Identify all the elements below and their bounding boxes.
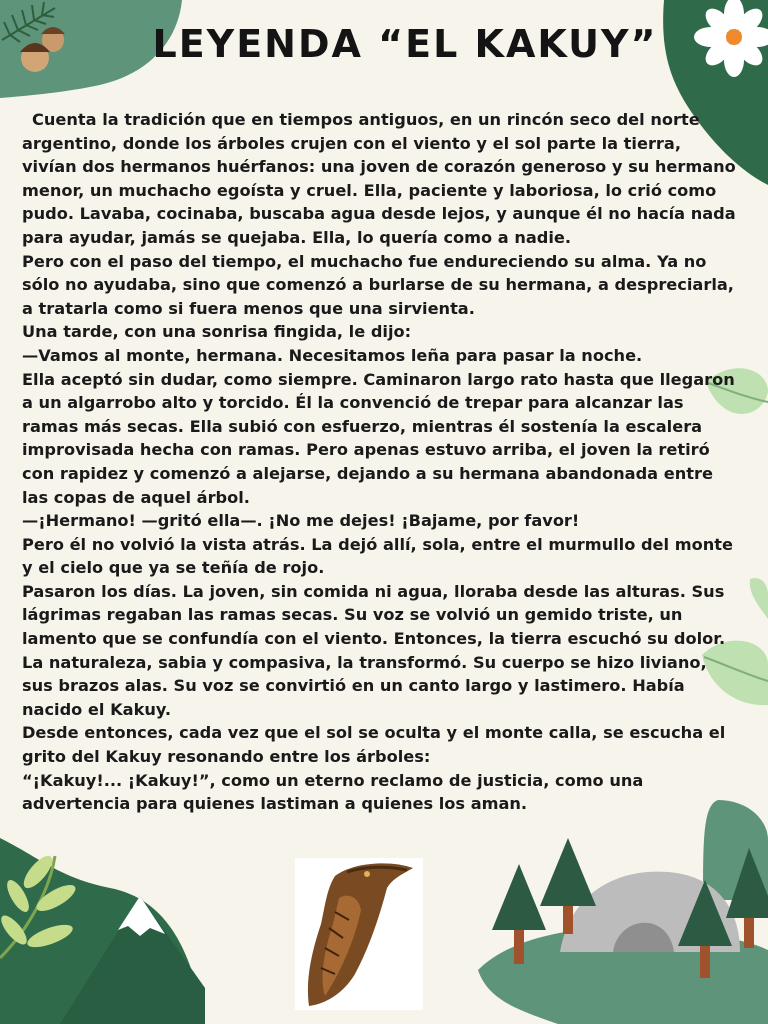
story-paragraph: Desde entonces, cada vez que el sol se oculta y el monte calla, se escucha el grito del Kakuy resonando entre los árboles: bbox=[22, 723, 726, 767]
mountain-scene-bottom-left bbox=[0, 838, 205, 1024]
story-paragraph: Pero él no volvió la vista atrás. La dejó allí, sola, entre el murmullo del monte y el cielo que ya se teñía de rojo. bbox=[22, 534, 733, 578]
story-paragraph: Ella aceptó sin dudar, como siempre. Caminaron largo rato hasta que llegaron a un algarrobo alto y torcido. Él la convenció de trepar para alcanzar las ramas más secas. Ella subió con esfuerzo, mientras él sostenía la escalera improvisada hecha con ramas. Pero apenas estuvo arriba, el joven la retiró con rapidez y comenzó a alejarse, dejando a su hermana abandonada entre las copas de aquel árbol. bbox=[22, 369, 735, 507]
story-paragraph: Pero con el paso del tiempo, el muchacho fue endureciendo su alma. Ya no sólo no ayudaba, sino que comenzó a burlarse de su hermana, a despreciarla, a tratarla como si fuera menos que una sirvienta. bbox=[22, 251, 734, 318]
bird-icon bbox=[295, 858, 423, 1010]
leaf-icon bbox=[748, 575, 768, 620]
story-paragraph: “¡Kakuy!... ¡Kakuy!”, como un eterno reclamo de justicia, como una advertencia para quienes lastiman a quienes los aman. bbox=[22, 770, 644, 814]
forest-cave-scene-bottom-right bbox=[478, 800, 768, 1024]
story-paragraph: Una tarde, con una sonrisa fingida, le dijo: bbox=[22, 322, 412, 342]
story-paragraph: Cuenta la tradición que en tiempos antiguos, en un rincón seco del norte argentino, donde los árboles crujen con el viento y el sol parte la tierra, vivían dos hermanos huérfanos: una joven de corazón generoso y su hermano menor, un muchacho egoísta y cruel. Ella, paciente y laboriosa, lo crió como pudo. Lavaba, cocinaba, buscaba agua desde lejos, y aunque él no hacía nada para ayudar, jamás se quejaba. Ella, lo quería como a nadie. bbox=[22, 110, 736, 247]
page-title: LEYENDA “EL KAKUY” bbox=[152, 22, 658, 66]
dialogue-line: —Vamos al monte, hermana. Necesitamos leña para pasar la noche. bbox=[22, 345, 643, 365]
kakuy-bird-image bbox=[295, 858, 423, 1010]
story-paragraph: Pasaron los días. La joven, sin comida ni agua, lloraba desde las alturas. Sus lágrimas regaban las ramas secas. Su voz se volvió un gemido triste, un lamento que se confundía con el viento. Entonces, la tierra escuchó su dolor. La naturaleza, sabia y compasiva, la transformó. Su cuerpo se hizo liviano, sus brazos alas. Su voz se convirtió en un canto largo y lastimero. Había nacido el Kakuy. bbox=[22, 581, 726, 719]
story-text bbox=[22, 108, 738, 816]
dialogue-line: —¡Hermano! —gritó ella—. ¡No me dejes! ¡Bajame, por favor! bbox=[22, 511, 580, 531]
